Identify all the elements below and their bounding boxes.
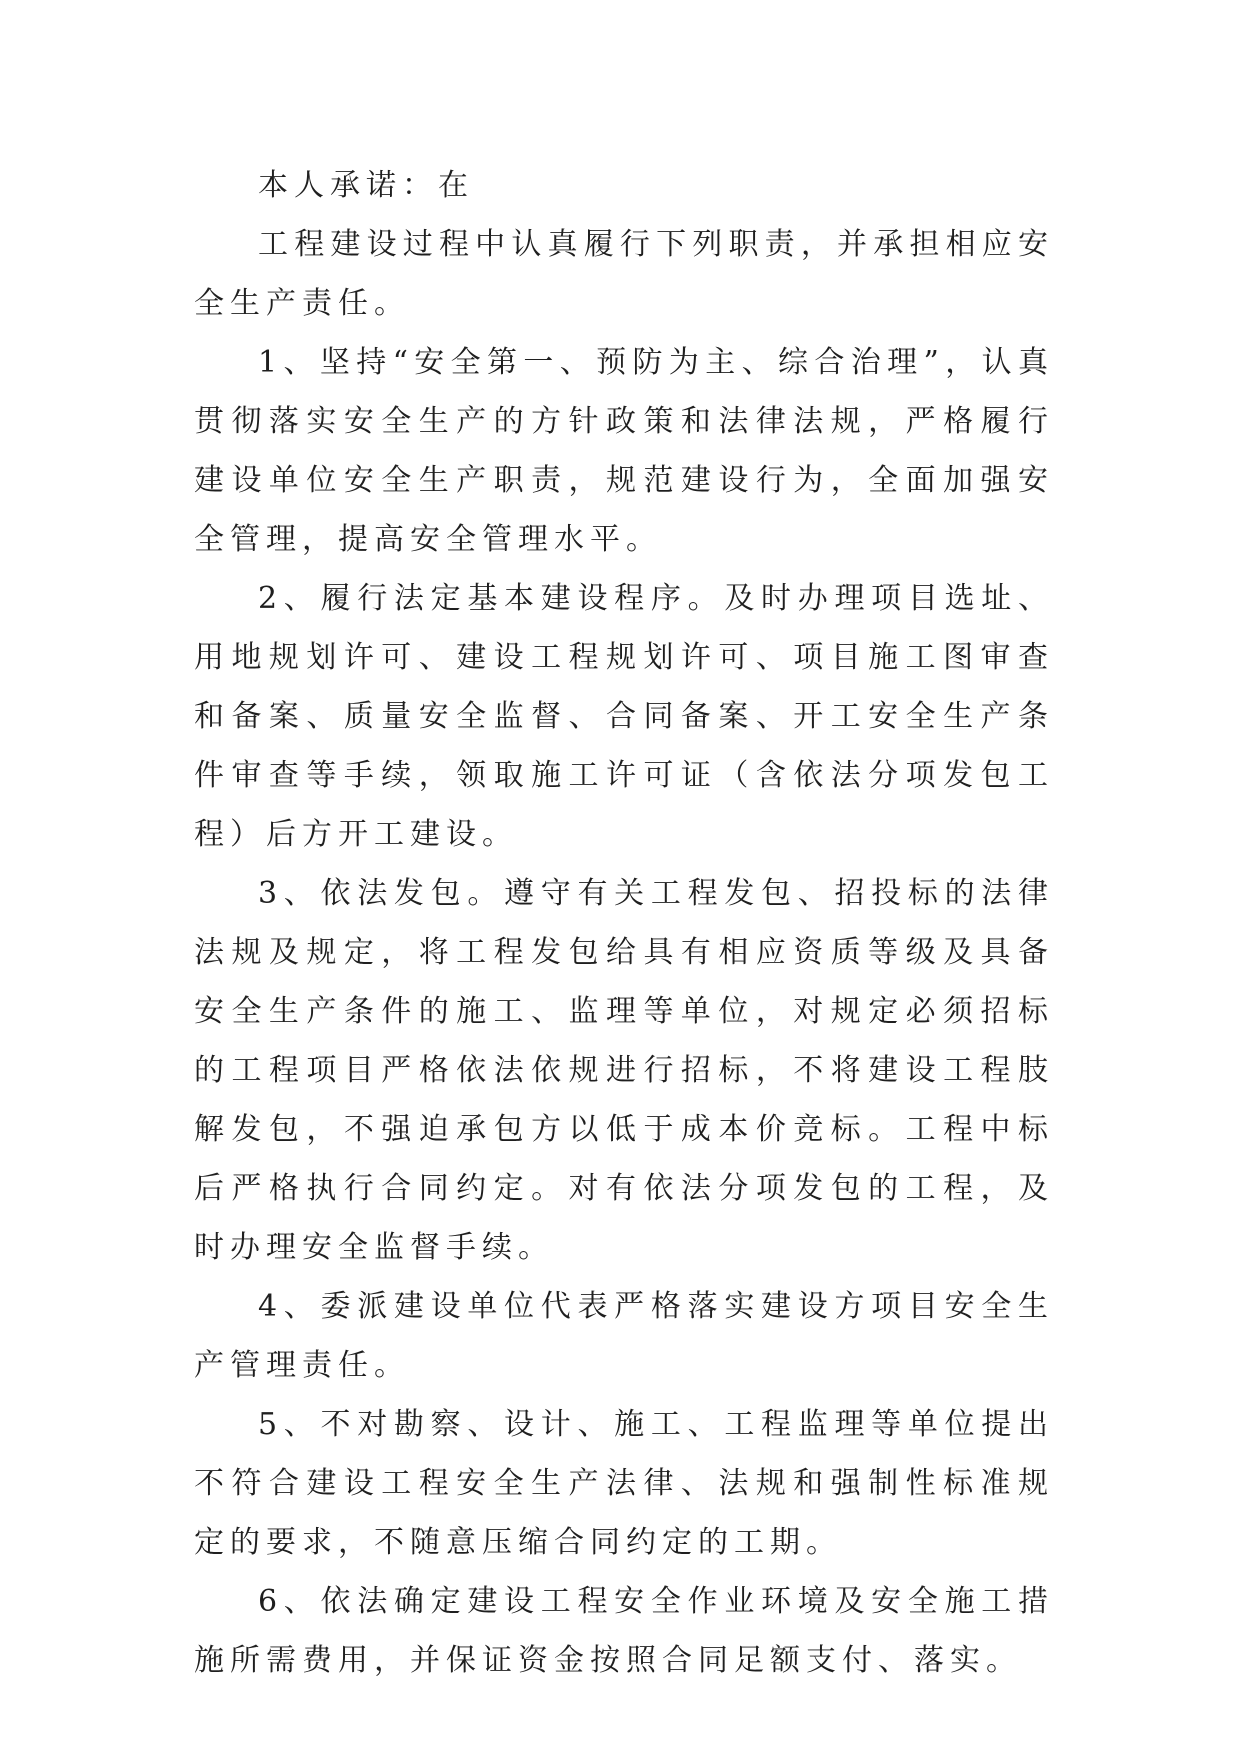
responsibility-statement: 工程建设过程中认真履行下列职责，并承担相应安全生产责任。 [194,227,1054,321]
clause-5: 5、不对勘察、设计、施工、工程监理等单位提出不符合建设工程安全生产法律、法规和强制性标准规定的要求，不随意压缩合同约定的工期。 [194,1407,1054,1560]
clause-4: 4、委派建设单位代表严格落实建设方项目安全生产管理责任。 [194,1289,1054,1383]
clause-6: 6、依法确定建设工程安全作业环境及安全施工措施所需费用，并保证资金按照合同足额支付、落实。 [194,1584,1054,1678]
clause-2: 2、履行法定基本建设程序。及时办理项目选址、用地规划许可、建设工程规划许可、项目施工图审查和备案、质量安全监督、合同备案、开工安全生产条件审查等手续，领取施工许可证（含依法分项发包工程）后方开工建设。 [194,581,1054,852]
document-body [194,156,1054,1690]
clause-3: 3、依法发包。遵守有关工程发包、招投标的法律法规及规定，将工程发包给具有相应资质等级及具备安全生产条件的施工、监理等单位，对规定必须招标的工程项目严格依法依规进行招标，不将建设工程肢解发包，不强迫承包方以低于成本价竞标。工程中标后严格执行合同约定。对有依法分项发包的工程，及时办理安全监督手续。 [194,876,1054,1265]
clause-1: 1、坚持“安全第一、预防为主、综合治理”，认真贯彻落实安全生产的方针政策和法律法规，严格履行建设单位安全生产职责，规范建设行为，全面加强安全管理，提高安全管理水平。 [194,345,1054,557]
commitment-intro: 本人承诺：在 [258,168,474,203]
